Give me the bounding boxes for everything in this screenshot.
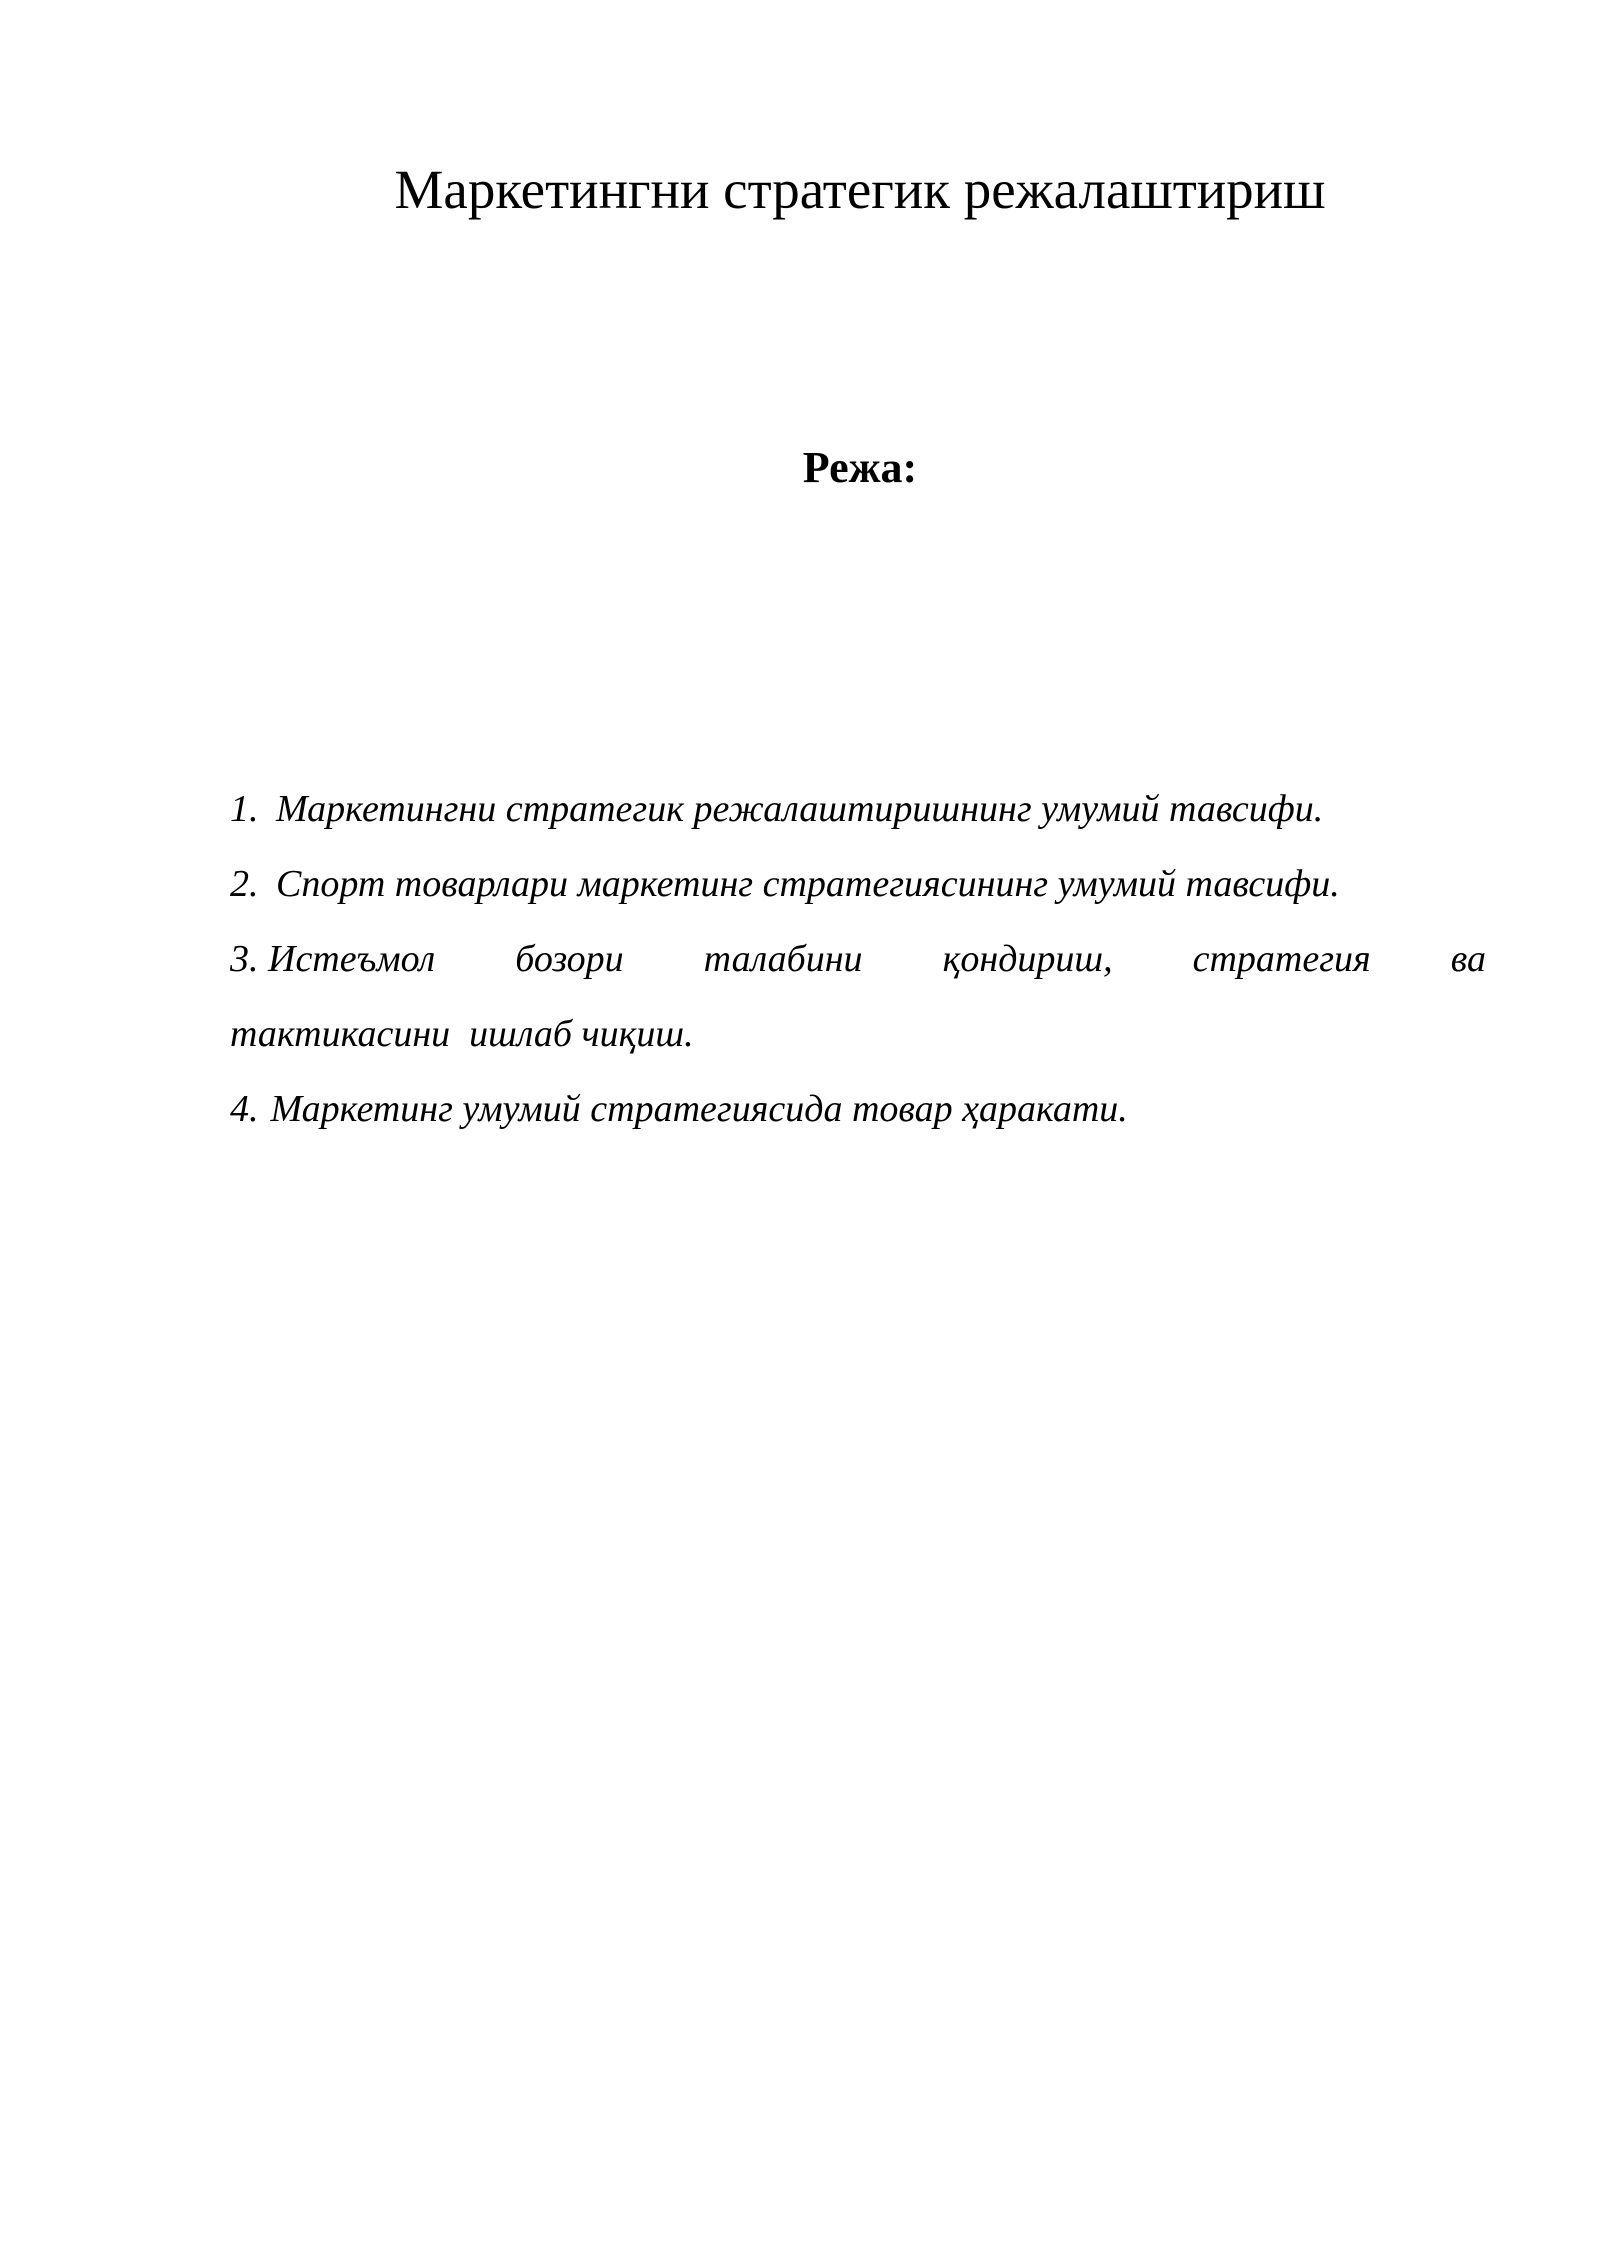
plan-item-number-and-word bbox=[230, 922, 435, 997]
plan-item-3-line-1 bbox=[230, 922, 1486, 997]
plan-item-3 bbox=[230, 922, 1486, 1072]
plan-item-number: 2. bbox=[230, 863, 259, 905]
plan-item-word: қондириш, bbox=[942, 938, 1113, 980]
plan-item-word: Истеъмол bbox=[268, 938, 436, 980]
plan-item-number: 1. bbox=[230, 788, 259, 830]
plan-item-number: 3. bbox=[230, 938, 259, 980]
plan-item-1 bbox=[230, 772, 1486, 847]
plan-item-4 bbox=[230, 1072, 1486, 1147]
plan-item-word: талабини bbox=[703, 938, 863, 980]
plan-item-word: бозори bbox=[515, 938, 624, 980]
plan-item-word: ва bbox=[1450, 938, 1486, 980]
plan-item-text: Маркетинг умумий стратегиясида товар ҳаракати. bbox=[270, 1088, 1128, 1130]
plan-item-word: стратегия bbox=[1192, 938, 1371, 980]
plan-item-3-line-2: тактикасини ишлаб чиқиш. bbox=[230, 1013, 694, 1055]
document-title: Маркетингни стратегик режалаштириш bbox=[394, 159, 1326, 220]
plan-heading: Режа: bbox=[802, 443, 918, 492]
plan-list bbox=[230, 772, 1486, 1147]
plan-item-2 bbox=[230, 847, 1486, 922]
plan-item-text: Маркетингни стратегик режалаштиришнинг умумий тавсифи. bbox=[276, 788, 1324, 830]
plan-item-number: 4. bbox=[230, 1088, 259, 1130]
plan-item-text: Спорт товарлари маркетинг стратегиясининг умумий тавсифи. bbox=[276, 863, 1340, 905]
